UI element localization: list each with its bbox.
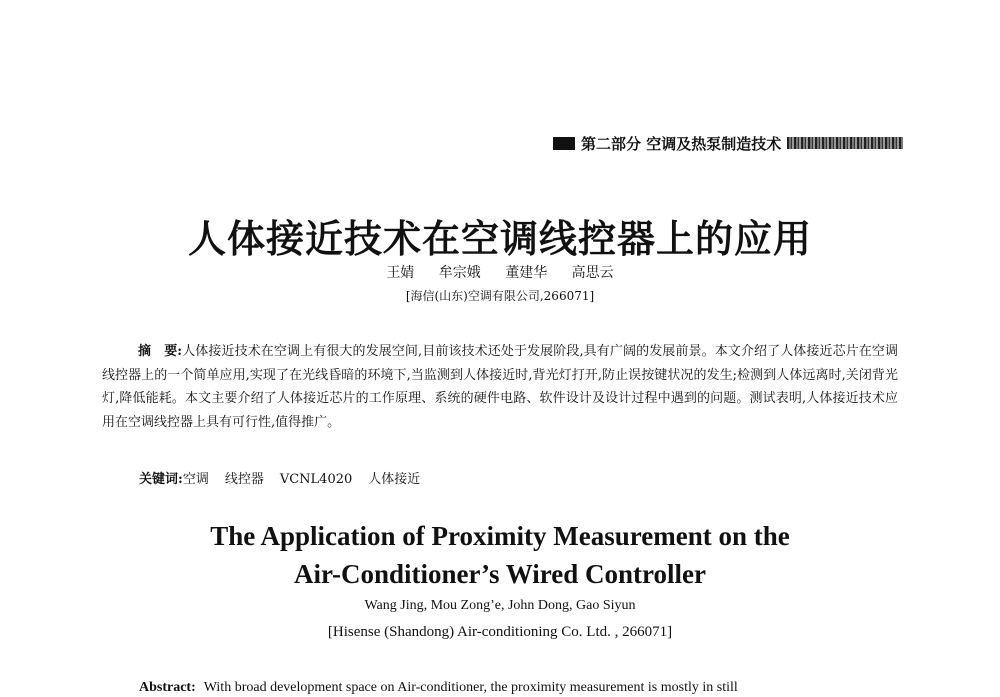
section-title: 第二部分 空调及热泵制造技术 — [581, 134, 782, 153]
abstract-label: Abstract: — [139, 680, 196, 695]
chinese-authors — [0, 262, 1000, 282]
abstract-text: 人体接近技术在空调上有很大的发展空间,目前该技术还处于发展阶段,具有广阔的发展前景。本文介绍了人体接近芯片在空调线控器上的一个简单应用,实现了在光线昏暗的环境下,当监测到人体接近时,背光灯打开,防止误按键状况的发生;检测到人体远离时,关闭背光灯,降低能耗。本文主要介绍了人体接近芯片的工作原理、系统的硬件电路、软件设计及设计过程中遇到的问题。测试表明,人体接近技术应用在空调线控器上具有可行性,值得推广。 — [102, 344, 898, 430]
abstract-text: With broad development space on Air-conditioner, the proximity measurement is mostly in still — [203, 680, 738, 695]
english-abstract — [139, 680, 909, 696]
chinese-title: 人体接近技术在空调线控器上的应用 — [187, 216, 812, 261]
keyword: 空调 — [182, 472, 209, 487]
chinese-abstract — [102, 340, 898, 434]
header-marker — [553, 137, 575, 150]
english-title — [0, 517, 1000, 593]
chinese-affiliation: [海信(山东)空调有限公司,266071] — [405, 289, 595, 303]
keyword: 人体接近 — [368, 472, 421, 487]
keywords-label: 关键词: — [139, 472, 183, 487]
header-decorative-bar — [787, 137, 903, 149]
chinese-keywords — [139, 468, 436, 487]
english-affiliation: [Hisense (Shandong) Air-conditioning Co. Ltd. , 266071] — [327, 624, 673, 640]
keyword: VCNL4020 — [279, 472, 353, 487]
keyword: 线控器 — [224, 472, 264, 487]
english-title-line: Air-Conditioner’s Wired Controller — [294, 559, 706, 589]
running-header — [553, 133, 903, 153]
author-name: 牟宗娥 — [438, 265, 481, 281]
author-name: 董建华 — [505, 265, 548, 281]
english-title-line: The Application of Proximity Measurement on the — [210, 521, 790, 551]
author-name: 王婧 — [386, 265, 415, 281]
author-name: 高思云 — [571, 265, 614, 281]
abstract-label: 摘 要: — [138, 344, 183, 359]
english-authors: Wang Jing, Mou Zong’e, John Dong, Gao Siyun — [364, 598, 636, 613]
